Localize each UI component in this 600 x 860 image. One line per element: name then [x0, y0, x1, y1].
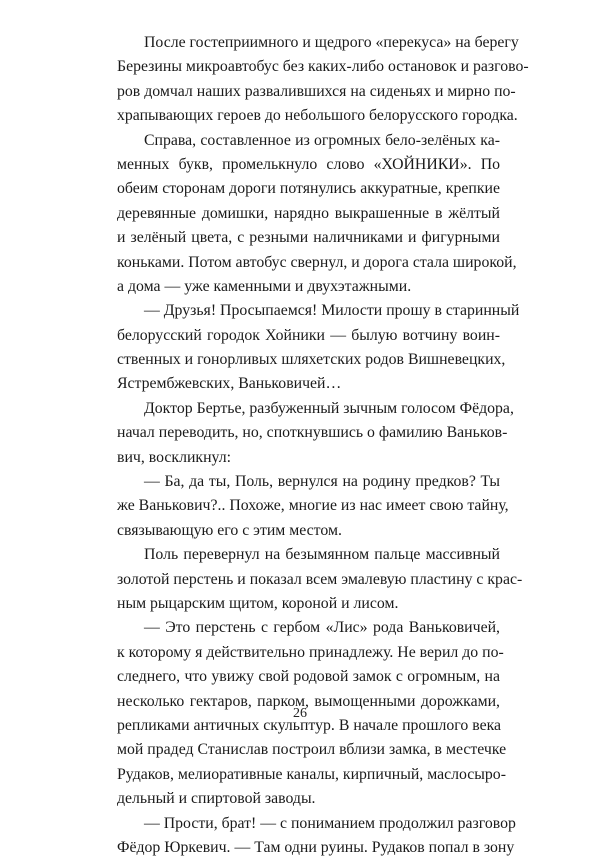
text-line: репликами античных скульптур. В начале прошлого века	[117, 716, 502, 734]
text-line: начал переводить, но, споткнувшись о фамилию Ваньков-	[117, 424, 508, 442]
text-line: Ястрембжевских, Ваньковичей…	[117, 375, 342, 393]
text-line: а дома — уже каменными и двухэтажными.	[117, 277, 412, 295]
body-text	[117, 31, 529, 860]
text-line: коньками. Потом автобус свернул, и дорога стала широкой,	[117, 253, 517, 271]
text-line: следнего, что увижу свой родовой замок с огромным, на	[117, 668, 500, 686]
text-line: — Прости, брат! — с пониманием продолжил разговор	[144, 814, 516, 832]
text-line: Справа, составленное из огромных бело-зелёных ка-	[144, 131, 500, 149]
text-line: дельный и спиртовой заводы.	[117, 790, 316, 808]
text-line: белорусский городок Хойники — былую вотчину воин-	[117, 326, 500, 344]
text-line: несколько гектаров, парком, вымощенными дорожками,	[117, 692, 500, 710]
text-line: к которому я действительно принадлежу. Не верил до по-	[117, 643, 504, 661]
text-line: ственных и гонорливых шляхетских родов Вишневецких,	[117, 351, 506, 369]
text-line: связывающую его с этим местом.	[117, 521, 342, 539]
text-line: менных букв, промелькнуло слово «ХОЙНИКИ». По	[117, 155, 500, 173]
text-line: вич, воскликнул:	[117, 448, 232, 466]
text-line: Фёдор Юркевич. — Там одни руины. Рудаков попал в зону	[117, 838, 515, 856]
text-line: Доктор Бертье, разбуженный зычным голосом Фёдора,	[144, 399, 514, 417]
text-line: мой прадед Станислав построил вблизи замка, в местечке	[117, 741, 507, 759]
text-line: же Ванькович?.. Похоже, многие из нас имеет свою тайну,	[117, 497, 509, 515]
text-line: Березины микроавтобус без каких-либо остановок и разгово-	[117, 58, 529, 76]
text-line: ров домчал наших развалившихся на сиденьях и мирно по-	[117, 82, 516, 100]
text-line: ным рыцарским щитом, короной и лисом.	[117, 594, 399, 612]
text-line: и зелёный цвета, с резными наличниками и фигурными	[117, 229, 500, 247]
text-line: золотой перстень и показал всем эмалевую пластину с крас-	[117, 570, 523, 588]
text-line: После гостеприимного и щедрого «перекуса» на берегу	[144, 34, 519, 51]
text-line: храпывающих героев до небольшого белорусского городка.	[117, 107, 518, 125]
text-line: деревянные домишки, нарядно выкрашенные в жёлтый	[117, 204, 500, 222]
text-line: — Друзья! Просыпаемся! Милости прошу в старинный	[144, 302, 520, 320]
text-line: обеим сторонам дороги потянулись аккуратные, крепкие	[117, 180, 500, 198]
page-number: 26	[293, 706, 307, 721]
text-line: — Ба, да ты, Поль, вернулся на родину предков? Ты	[144, 473, 500, 491]
text-line: Рудаков, мелиоративные каналы, кирпичный, маслосыро-	[117, 765, 506, 783]
text-line: Поль перевернул на безымянном пальце массивный	[144, 546, 500, 564]
text-line: — Это перстень с гербом «Лис» рода Ваньковичей,	[144, 619, 500, 637]
